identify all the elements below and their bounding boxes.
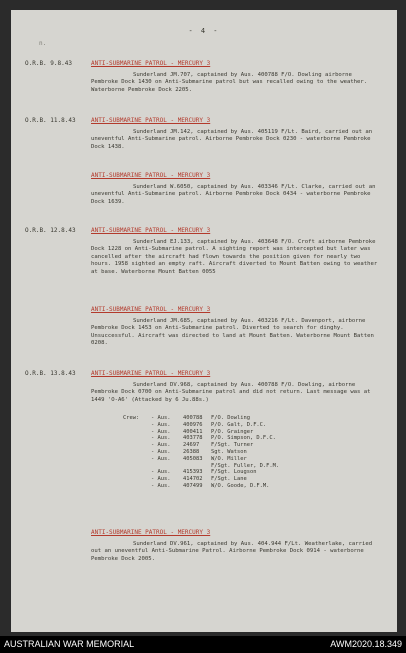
crew-number: - Aus. (151, 428, 171, 435)
crew-name: W/O. Goode, D.F.M. (211, 482, 270, 489)
entry-heading: ANTI-SUBMARINE PATROL - MERCURY 3 (91, 117, 211, 124)
orb-reference: O.R.B. 13.8.43 (25, 370, 76, 377)
orb-reference: O.R.B. 9.8.43 (25, 60, 72, 67)
crew-number (151, 463, 183, 470)
entry-body: Sunderland JM.707, captained by Aus. 400788 F/O. Dowling airborne Pembroke Dock 1430 on Anti-Submarine patrol but was recalled owing to the weather. Waterborne Pembroke Dock 2205. (91, 72, 368, 93)
crew-row (123, 442, 279, 449)
crew-service-number: 400976 (183, 421, 203, 428)
crew-row (123, 469, 279, 476)
crew-number: - Aus. (151, 476, 171, 483)
crew-service-number: 400411 (183, 428, 203, 435)
crew-service-number: 26388 (183, 448, 200, 455)
crew-number: - Aus. (151, 482, 171, 489)
crew-number: - Aus. (151, 442, 171, 449)
crew-name: Sgt. Watson (211, 448, 247, 455)
entry-heading: ANTI-SUBMARINE PATROL - MERCURY 3 (91, 172, 211, 179)
crew-service-number: 414702 (183, 476, 203, 483)
entry-body: Sunderland DV.968, captained by Aus. 400788 F/O. Dowling, airborne Pembroke Dock 0700 on Anti-Submarine patrol and did not return. Last message was at 1449 'O-A6' (Attacked by 6 Ju.88s.) (91, 382, 371, 403)
crew-row (123, 483, 279, 490)
crew-row (123, 415, 279, 422)
page-number: - 4 - (188, 27, 220, 35)
entry-body: Sunderland DV.961, captained by Aus. 404.944 F/Lt. Weatherlake, carried out an uneventful Anti-Submarine Patrol. Airborne Pembroke Dock 0914 - waterborne Pembroke Dock 2005. (91, 541, 373, 562)
crew-number: - Aus. (151, 421, 171, 428)
crew-name: P/O. Simpson, D.F.C. (211, 435, 276, 442)
crew-row (123, 422, 279, 429)
crew-row (123, 476, 279, 483)
crew-list (123, 415, 279, 490)
crew-row (123, 449, 279, 456)
crew-service-number (183, 463, 211, 470)
crew-number: - Aus. (151, 415, 171, 421)
pencil-mark: n. (39, 40, 47, 47)
entry-heading: ANTI-SUBMARINE PATROL - MERCURY 3 (91, 306, 211, 313)
crew-service-number: 400788 (183, 415, 203, 421)
crew-service-number: 24697 (183, 442, 200, 449)
institution-name: AUSTRALIAN WAR MEMORIAL (4, 639, 135, 649)
crew-name: P/O. Galt, D.F.C. (211, 421, 267, 428)
entry-body: Sunderland W.6050, captained by Aus. 403346 F/Lt. Clarke, carried out an uneventful Anti-Submarine patrol. Airborne Pembroke Dock 0434 - waterborne Pembroke Dock 1639. (91, 184, 376, 205)
crew-service-number: 403778 (183, 435, 203, 442)
crew-name: F/O. Dowling (211, 415, 250, 421)
crew-label: Crew: (123, 415, 140, 421)
crew-number: - Aus. (151, 455, 171, 462)
document-page (11, 10, 397, 632)
crew-name: P/O. Grainger (211, 428, 254, 435)
entry-body: Sunderland JM.142, captained by Aus. 405119 F/Lt. Baird, carried out an uneventful Anti-Submarine patrol. Airborne Pembroke Dock 0230 - waterborne Pembroke Dock 1438. (91, 129, 373, 150)
crew-number: - Aus. (151, 448, 171, 455)
crew-row (123, 435, 279, 442)
crew-service-number: 405083 (183, 455, 203, 462)
crew-name: F/Sgt. Turner (211, 442, 254, 449)
crew-row (123, 456, 279, 463)
entry-heading: ANTI-SUBMARINE PATROL - MERCURY 3 (91, 529, 211, 536)
crew-number: - Aus. (151, 469, 171, 476)
entry-body: Sunderland JM.685, captained by Aus. 403216 F/Lt. Davenport, airborne Pembroke Dock 1453 on Anti-Submarine patrol. Diverted to search for dinghy. Unsuccessful. Aircraft was directed to land at Mount Batten. Waterborne Mount Batten 0208. (91, 318, 374, 347)
catalogue-id: AWM2020.18.349 (330, 639, 402, 649)
entry-heading: ANTI-SUBMARINE PATROL - MERCURY 3 (91, 370, 211, 377)
entry-heading: ANTI-SUBMARINE PATROL - MERCURY 3 (91, 227, 211, 234)
entry-body: Sunderland EJ.133, captained by Aus. 403648 F/O. Croft airborne Pembroke Dock 1228 on Anti-Submarine patrol. A sighting report was intercepted but later was cancelled after the aircraft had flown towards the position given for nearly two hours. 1958 sighted an empty raft. Aircraft diverted to Mount Batten owing to weather at base. Waterborne Mount Batten 0055 (91, 239, 378, 275)
crew-name: F/Sgt. Lane (211, 476, 247, 483)
crew-service-number: 407499 (183, 482, 203, 489)
crew-row (123, 463, 279, 470)
orb-reference: O.R.B. 11.8.43 (25, 117, 76, 124)
crew-name: W/O. Miller (211, 455, 247, 462)
crew-number: - Aus. (151, 435, 171, 442)
crew-service-number: 415393 (183, 469, 203, 476)
orb-reference: O.R.B. 12.8.43 (25, 227, 76, 234)
archive-footer (0, 636, 406, 653)
entry-heading: ANTI-SUBMARINE PATROL - MERCURY 3 (91, 60, 211, 67)
crew-name: F/Sgt. Lougson (211, 469, 257, 476)
crew-row (123, 429, 279, 436)
crew-name: F/Sgt. Fuller, D.F.M. (211, 462, 280, 469)
